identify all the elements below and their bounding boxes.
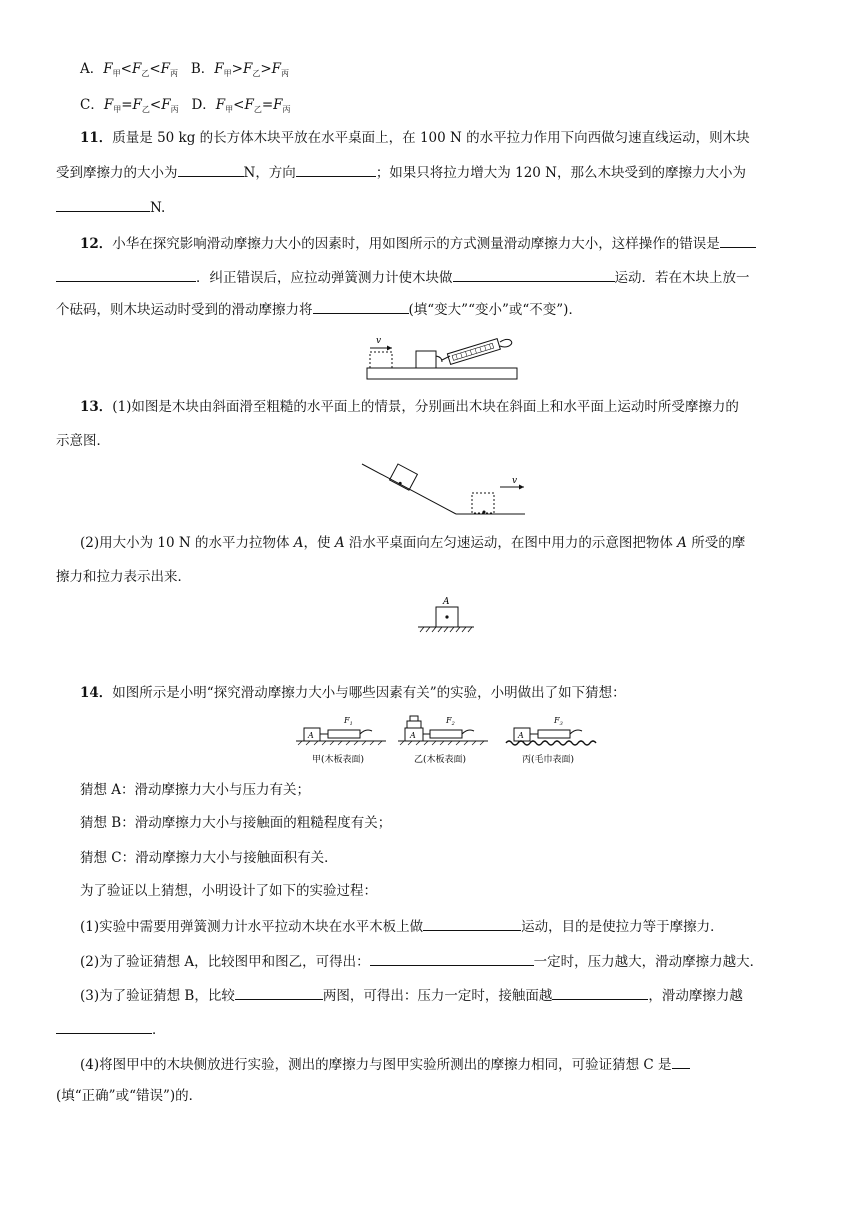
q13-p1-line-2: 示意图．: [56, 433, 110, 449]
q14-blank-constant[interactable]: [370, 950, 534, 966]
caption-yi: 乙(木板表面): [414, 755, 467, 765]
option-d-label: D．: [191, 97, 216, 113]
incline-surface: [362, 464, 456, 514]
q13-p2-line-2: 擦力和拉力表示出来．: [56, 569, 191, 585]
caption-bing: 丙(毛巾表面): [522, 755, 575, 765]
svg-text:F2: $F_2$: [446, 716, 455, 727]
q12-blank-error[interactable]: [56, 266, 196, 282]
q13-number: 13．: [80, 399, 113, 415]
q12-line-3: 个砝码，则木块运动时受到的滑动摩擦力将 (填“变大”“变小”或“不变”)．: [56, 298, 808, 320]
svg-text:A: A: [410, 731, 416, 740]
experiment-bing: [506, 716, 596, 765]
hand-icon: [500, 339, 512, 347]
svg-text:A: A: [518, 731, 524, 740]
q11-blank-direction[interactable]: [296, 161, 376, 177]
q11-number: 11．: [80, 130, 113, 146]
q10-options-row-2: C．$F_甲=F_乙<F_丙$ D．$F_甲<F_乙=F_丙$: [80, 97, 291, 114]
block-a-label: A: [443, 597, 450, 607]
q12-number: 12．: [80, 236, 113, 252]
q14-intro: 14．如图所示是小明“探究滑动摩擦力大小与哪些因素有关”的实验，小明做出了如下猜想：: [80, 685, 626, 701]
q11-line-2: 受到摩擦力的大小为 N，方向 ；如果只将拉力增大为 120 N，那么木块受到的摩擦力大小为: [56, 161, 808, 183]
q12-line-1: 12．小华在探究影响滑动摩擦力大小的因素时，用如图所示的方式测量滑动摩擦力大小，这样操作的错误是: [80, 232, 808, 254]
towel-surface: [506, 741, 596, 745]
q14-number: 14．: [80, 685, 113, 701]
caption-jia: 甲(木板表面): [312, 755, 365, 765]
svg-text:F1: $F_1$: [344, 716, 353, 727]
q14-blank-verdict[interactable]: [672, 1053, 690, 1069]
q14-guess-c: 猜想 C：滑动摩擦力大小与接触面积有关．: [80, 850, 338, 866]
q10-options-row-1: A．$F_甲<F_乙<F_丙$ B．$F_甲>F_乙>F_丙$: [80, 61, 290, 78]
q14-blank-figures[interactable]: [235, 984, 323, 1000]
block-previous-position: [370, 352, 392, 368]
option-a-label: A．: [80, 61, 104, 77]
experiment-yi: [398, 716, 488, 765]
q14-step-2: (2)为了验证猜想 A，比较图甲和图乙，可得出： 一定时，压力越大，滑动摩擦力越大．: [80, 950, 808, 972]
q12-spring-scale-figure: [366, 330, 518, 382]
table-board: [367, 368, 517, 379]
q14-step-3: (3)为了验证猜想 B，比较 两图，可得出：压力一定时，接触面越 ，滑动摩擦力越: [80, 984, 808, 1006]
option-c-label: C．: [80, 97, 104, 113]
q12-line-2: ．纠正错误后，应拉动弹簧测力计使木块做 运动．若在木块上放一: [56, 266, 808, 288]
q14-step-4: (4)将图甲中的木块侧放进行实验，测出的摩擦力与图甲实验所测出的摩擦力相同，可验证猜想 C 是: [80, 1053, 808, 1075]
q12-blank-error-start[interactable]: [720, 232, 756, 248]
q14-blank-rough[interactable]: [552, 984, 648, 1000]
q14-guess-a: 猜想 A：滑动摩擦力大小与压力有关；: [80, 782, 311, 798]
weight: [410, 716, 418, 721]
experiment-jia: [296, 716, 386, 765]
option-b-label: B．: [190, 61, 215, 77]
q14-design: 为了验证以上猜想，小明设计了如下的实验过程：: [80, 883, 377, 899]
q11-blank-new-friction[interactable]: [56, 196, 150, 212]
q12-blank-motion[interactable]: [453, 266, 615, 282]
q13-p2-line-1: (2)用大小为 10 N 的水平力拉物体 A，使 A 沿水平桌面向左匀速运动，在图中用力的示意图把物体 A 所受的摩: [80, 535, 746, 551]
q14-experiment-figure: [294, 710, 596, 772]
q13-block-a-figure: [416, 594, 476, 636]
q14-step-1: (1)实验中需要用弹簧测力计水平拉动木块在水平木板上做 运动，目的是使拉力等于摩擦力．: [80, 915, 808, 937]
svg-text:A: A: [308, 731, 314, 740]
q14-blank-motion[interactable]: [423, 915, 521, 931]
q11-line-1: 11．质量是 50 kg 的长方体木块平放在水平桌面上，在 100 N 的水平拉力作用下向西做匀速直线运动，则木块: [80, 130, 750, 146]
q14-step-4-cont: (填“正确”或“错误”)的．: [56, 1088, 203, 1104]
q14-guess-b: 猜想 B：滑动摩擦力大小与接触面的粗糙程度有关；: [80, 815, 392, 831]
block-on-horizontal: [472, 493, 494, 513]
velocity-label: v: [376, 336, 382, 346]
spring-scale: [447, 339, 500, 365]
q13-p1-line-1: 13．(1)如图是木块由斜面滑至粗糙的水平面上的情景，分别画出木块在斜面上和水平面上运动时所受摩擦力的: [80, 399, 739, 415]
svg-text:F3: $F_3$: [554, 716, 563, 727]
q14-step-3-cont: ．: [56, 1018, 808, 1040]
q12-blank-change[interactable]: [313, 298, 409, 314]
q14-blank-friction-trend[interactable]: [56, 1018, 152, 1034]
ground-hatch: [420, 627, 472, 632]
wood-block: [416, 351, 436, 368]
q13-incline-figure: [360, 462, 530, 518]
velocity-label: v: [512, 476, 518, 486]
q11-line-3: N.: [56, 196, 808, 218]
q11-blank-friction[interactable]: [178, 161, 244, 177]
